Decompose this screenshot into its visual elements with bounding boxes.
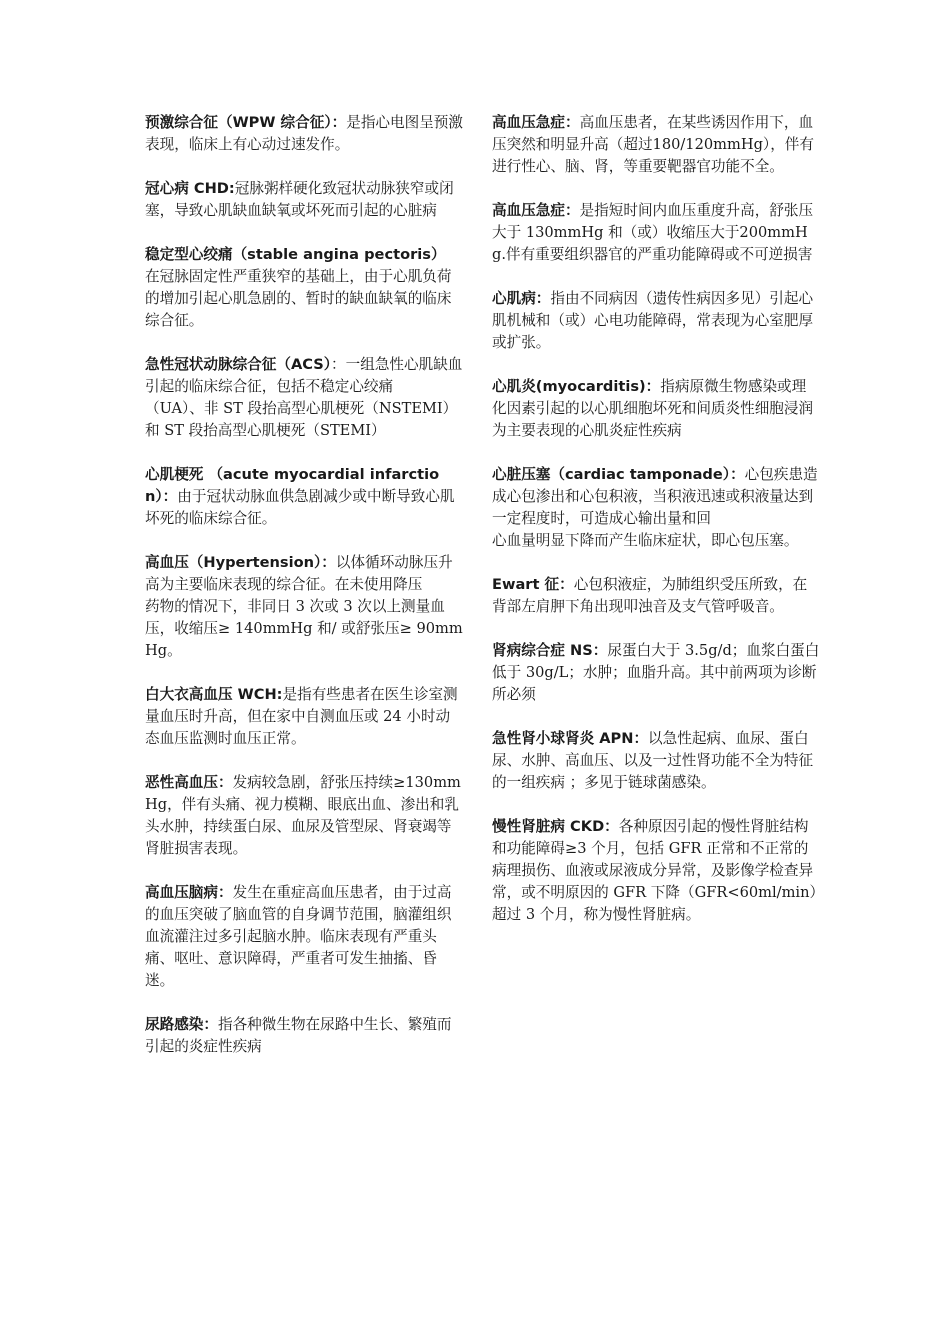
definition-text: 高血压患者，在某些诱因作用下，血压突然和明显升高（超过180/120mmHg），伴有进行性心、脑、肾，等重要靶器官功能不全。	[492, 114, 814, 175]
definition-hypertension	[145, 552, 463, 662]
term-heading: 高血压（Hypertension）：	[145, 554, 336, 571]
definition-hypertensive-encephalopathy	[145, 882, 463, 992]
term-heading: 慢性肾脏病 CKD：	[492, 818, 619, 835]
right-column	[492, 112, 820, 926]
definition-text: 发生在重症高血压患者，由于过高的血压突破了脑血管的自身调节范围，脑灌组织血流灌注过多引起脑水肿。临床表现有严重头痛、呕吐、意识障碍，严重者可发生抽搐、昏迷。	[145, 884, 452, 989]
term-heading: 急性冠状动脉综合征（ACS）	[145, 356, 332, 373]
term-heading: 白大衣高血压 WCH:	[145, 686, 283, 703]
definition-text: 各种原因引起的慢性肾脏结构和功能障碍≥3 个月，包括 GFR 正常和不正常的病理损伤、血液或尿液成分异常，及影像学检查异常，或不明原因的 GFR 下降（GFR<60ml/min）超过 3 个月，称为慢性肾脏病。	[492, 818, 817, 923]
definition-malignant-hypertension	[145, 772, 463, 860]
definition-apn	[492, 728, 820, 794]
definition-text: ：一组急性心肌缺血引起的临床综合征，包括不稳定心绞痛	[145, 356, 463, 395]
definition-nephrotic-syndrome	[492, 640, 820, 706]
term-heading: 高血压脑病：	[145, 884, 233, 901]
definition-text: 是指心电图呈预激表现，临床上有心动过速发作。	[145, 114, 463, 153]
definition-text: 指病原微生物感染或理化因素引起的以心肌细胞坏死和间质炎性细胞浸润为主要表现的心肌炎症性疾病	[492, 378, 814, 439]
definition-text: 心包积液症，为肺组织受压所致，在背部左肩胛下角出现叩浊音及支气管呼吸音。	[492, 576, 808, 615]
term-heading: 恶性高血压：	[145, 774, 233, 791]
definition-text: 心包疾患造成心包渗出和心包积液，当积液迅速或积液量达到一定程度时，可造成心输出量和回	[492, 466, 818, 527]
term-heading: 急性肾小球肾炎 APN：	[492, 730, 649, 747]
definition-hypertensive-emergency-2	[492, 200, 820, 266]
definition-hypertensive-emergency	[492, 112, 820, 178]
definition-ewart-sign	[492, 574, 820, 618]
definition-acs	[145, 354, 463, 442]
definition-text: 尿蛋白大于 3.5g/d；血浆白蛋白低于 30g/L；水肿；血脂升高。其中前两项为诊断所必须	[492, 642, 820, 703]
definition-text: 在冠脉固定性严重狭窄的基础上，由于心肌负荷的增加引起心肌急剧的、暂时的缺血缺氧的临床综合征。	[145, 268, 452, 329]
definition-text: 以体循环动脉压升高为主要临床表现的综合征。在未使用降压	[145, 554, 453, 593]
term-heading: 心脏压塞（cardiac tamponade）：	[492, 466, 745, 483]
term-heading: 高血压急症：	[492, 202, 580, 219]
definition-wpw	[145, 112, 463, 156]
definition-text-continued: （UA）、非 ST 段抬高型心肌梗死（NSTEMI）和 ST 段抬高型心肌梗死（STEMI）	[145, 400, 458, 439]
definition-myocardial-infarction	[145, 464, 463, 530]
definition-cardiac-tamponade	[492, 464, 820, 552]
term-heading: 尿路感染：	[145, 1016, 218, 1033]
definition-text: 指由不同病因（遗传性病因多见）引起心肌机械和（或）心电功能障碍，常表现为心室肥厚或扩张。	[492, 290, 814, 351]
definition-text: 以急性起病、血尿、蛋白尿、水肿、高血压、以及一过性肾功能不全为特征的一组疾病 ；多见于链球菌感染。	[492, 730, 814, 791]
definition-text: 是指短时间内血压重度升高，舒张压大于 130mmHg 和（或）收缩压大于200mmHg.伴有重要组织器官的严重功能障碍或不可逆损害	[492, 202, 814, 263]
definition-text: 由于冠状动脉血供急剧减少或中断导致心肌坏死的临床综合征。	[145, 488, 455, 527]
definition-text: 是指有些患者在医生诊室测量血压时升高，但在家中自测血压或 24 小时动态血压监测时血压正常。	[145, 686, 458, 747]
left-column	[145, 112, 463, 1058]
term-heading: Ewart 征：	[492, 576, 574, 593]
definition-cardiomyopathy	[492, 288, 820, 354]
definition-text-continued: 心血量明显下降而产生临床症状，即心包压塞。	[492, 532, 799, 549]
term-heading: 冠心病 CHD:	[145, 180, 235, 197]
definition-ckd	[492, 816, 820, 926]
term-heading: 预激综合征（WPW 综合征）：	[145, 114, 347, 131]
term-heading: 心肌炎(myocarditis)：	[492, 378, 661, 395]
definition-stable-angina	[145, 244, 463, 332]
definition-text-continued: 药物的情况下，非同日 3 次或 3 次以上测量血压，收缩压≥ 140mmHg 和/ 或舒张压≥ 90mmHg。	[145, 598, 463, 659]
definition-chd	[145, 178, 463, 222]
definition-uti	[145, 1014, 463, 1058]
term-heading: 心肌病：	[492, 290, 551, 307]
definition-wch	[145, 684, 463, 750]
definition-text: 指各种微生物在尿路中生长、繁殖而引起的炎症性疾病	[145, 1016, 452, 1055]
term-heading: 高血压急症：	[492, 114, 580, 131]
definition-myocarditis	[492, 376, 820, 442]
definition-text: 冠脉粥样硬化致冠状动脉狭窄或闭塞，导致心肌缺血缺氧或坏死而引起的心脏病	[145, 180, 454, 219]
definition-text: 发病较急剧，舒张压持续≥130mmHg，伴有头痛、视力模糊、眼底出血、渗出和乳头水肿，持续蛋白尿、血尿及管型尿、肾衰竭等肾脏损害表现。	[145, 774, 461, 857]
term-heading: 稳定型心绞痛（stable angina pectoris）	[145, 246, 446, 263]
term-heading: 心肌梗死 （acute myocardial infarction）：	[145, 466, 440, 505]
term-heading: 肾病综合症 NS：	[492, 642, 608, 659]
